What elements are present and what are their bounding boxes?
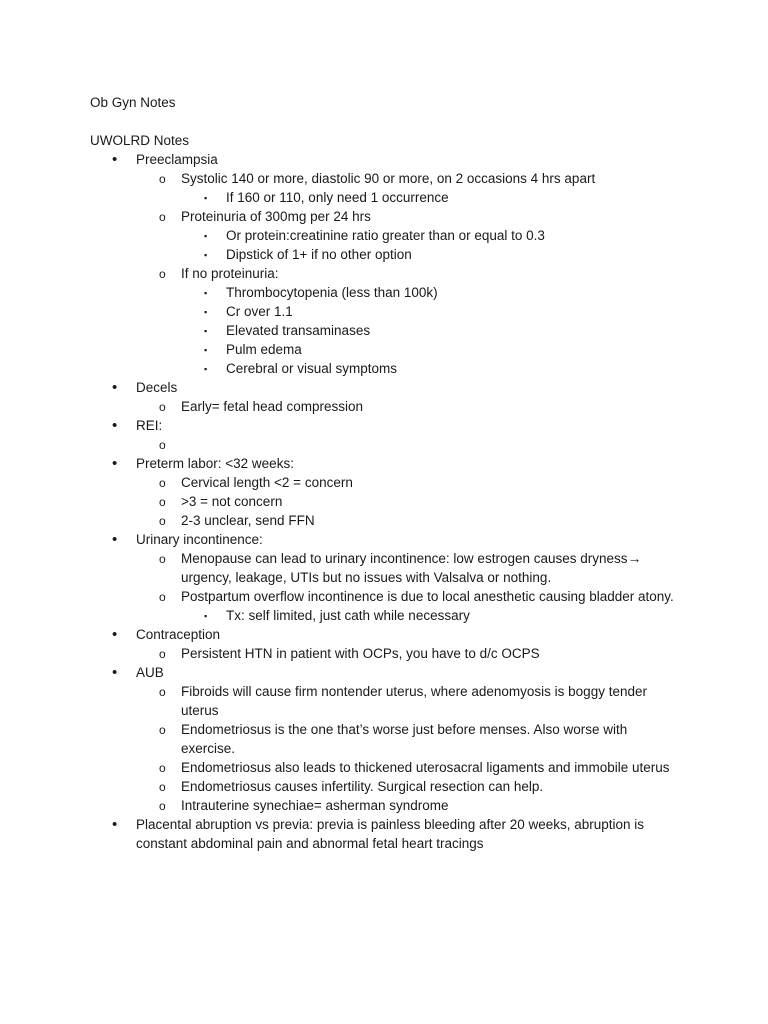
bullet-level2-icon: o [159,514,166,528]
bullet-level1-icon: • [112,417,118,434]
list-item-text: Persistent HTN in patient with OCPs, you have to d/c OCPS [181,646,540,661]
list-item [90,549,680,587]
list-item-text: Cervical length <2 = concern [181,475,353,490]
list-item [90,302,680,321]
list-item-text: Placental abruption vs previa: previa is painless bleeding after 20 weeks, abruption is constant abdominal pain and abnormal fetal heart tracings [136,817,645,851]
list-item [90,796,680,815]
bullet-level2-icon: o [159,590,166,604]
arrow-right-icon: → [627,550,642,566]
section-heading: UWOLRD Notes [90,133,190,148]
list-item-text: Endometriosus also leads to thickened uterosacral ligaments and immobile uterus [181,760,670,775]
bullet-level1-icon: • [112,379,118,396]
list-item [90,777,680,796]
list-item [90,511,680,530]
list-item-text: Menopause can lead to urinary incontinence: low estrogen causes dryness [181,551,628,566]
bullet-level2-icon: o [159,172,166,186]
bullet-level3-icon: ▪ [204,231,208,241]
list-item-text: Urinary incontinence: [136,532,263,547]
bullet-level2-icon: o [159,761,166,775]
list-item [90,188,680,207]
bullet-level2-icon: o [159,438,166,452]
bullet-level2-icon: o [159,780,166,794]
bullet-level2-icon: o [159,210,166,224]
list-item [90,245,680,264]
list-item-text: >3 = not concern [181,494,283,509]
list-item-text: Postpartum overflow incontinence is due to local anesthetic causing bladder atony. [181,589,674,604]
list-item [90,758,680,777]
list-item [90,587,680,606]
list-item [90,359,680,378]
list-item-text: Tx: self limited, just cath while necessary [226,608,470,623]
list-item [90,226,680,245]
bullet-level2-icon: o [159,647,166,661]
list-item [90,397,680,416]
bullet-level1-icon: • [112,816,118,833]
bullet-level1-icon: • [112,151,118,168]
list-item-text: Cerebral or visual symptoms [226,361,398,376]
bullet-level2-icon: o [159,400,166,414]
list-item-text: Or protein:creatinine ratio greater than or equal to 0.3 [226,228,545,243]
list-item-text: Contraception [136,627,221,642]
list-item-text: Dipstick of 1+ if no other option [226,247,412,262]
list-item-text: Cr over 1.1 [226,304,293,319]
list-item [90,150,680,169]
list-item [90,378,680,397]
bullet-level2-icon: o [159,685,166,699]
document-title: Ob Gyn Notes [90,95,176,110]
list-item [90,606,680,625]
list-item [90,435,680,454]
list-item-text: Systolic 140 or more, diastolic 90 or more, on 2 occasions 4 hrs apart [181,171,596,186]
bullet-level2-icon: o [159,799,166,813]
list-item-text: Preterm labor: <32 weeks: [136,456,294,471]
bullet-level1-icon: • [112,664,118,681]
list-item [90,720,680,758]
list-item [90,663,680,682]
list-item-text: Elevated transaminases [226,323,371,338]
bullet-level1-icon: • [112,531,118,548]
bullet-level3-icon: ▪ [204,250,208,260]
notes-body [90,131,680,853]
bullet-level2-icon: o [159,495,166,509]
list-item-text: Early= fetal head compression [181,399,363,414]
bullet-level2-icon: o [159,552,166,566]
list-item-text: Decels [136,380,178,395]
list-item [90,207,680,226]
list-item-text: Thrombocytopenia (less than 100k) [226,285,438,300]
bullet-level2-icon: o [159,267,166,281]
bullet-level3-icon: ▪ [204,364,208,374]
bullet-level3-icon: ▪ [204,288,208,298]
list-item-text-continued: urgency, leakage, UTIs but no issues with Valsalva or nothing. [181,570,552,585]
list-item-text: Pulm edema [226,342,302,357]
list-item-text: Endometriosus is the one that’s worse just before menses. Also worse with exercise. [181,722,628,756]
bullet-level1-icon: • [112,626,118,643]
bullet-level3-icon: ▪ [204,345,208,355]
list-item [90,264,680,283]
list-item [90,169,680,188]
bullet-level3-icon: ▪ [204,193,208,203]
list-item-text: REI: [136,418,163,433]
list-item-text: Intrauterine synechiae= asherman syndrome [181,798,449,813]
bullet-level2-icon: o [159,723,166,737]
bullet-level3-icon: ▪ [204,326,208,336]
list-item [90,340,680,359]
notes-list [90,150,680,853]
list-item [90,416,680,435]
list-item-text: If no proteinuria: [181,266,279,281]
list-item [90,492,680,511]
list-item-text: Endometriosus causes infertility. Surgical resection can help. [181,779,544,794]
list-item-text: Fibroids will cause firm nontender uterus, where adenomyosis is boggy tender uterus [181,684,647,718]
list-item-text: AUB [136,665,164,680]
list-item [90,644,680,663]
list-item [90,454,680,473]
list-item [90,473,680,492]
list-item-text: If 160 or 110, only need 1 occurrence [226,190,449,205]
bullet-level1-icon: • [112,455,118,472]
bullet-level3-icon: ▪ [204,611,208,621]
list-item-text: Proteinuria of 300mg per 24 hrs [181,209,371,224]
list-item [90,283,680,302]
list-item [90,530,680,549]
bullet-level3-icon: ▪ [204,307,208,317]
list-item [90,682,680,720]
list-item-text: Preeclampsia [136,152,218,167]
list-item [90,321,680,340]
list-item [90,625,680,644]
bullet-level2-icon: o [159,476,166,490]
list-item-text: 2-3 unclear, send FFN [181,513,315,528]
list-item [90,815,680,853]
